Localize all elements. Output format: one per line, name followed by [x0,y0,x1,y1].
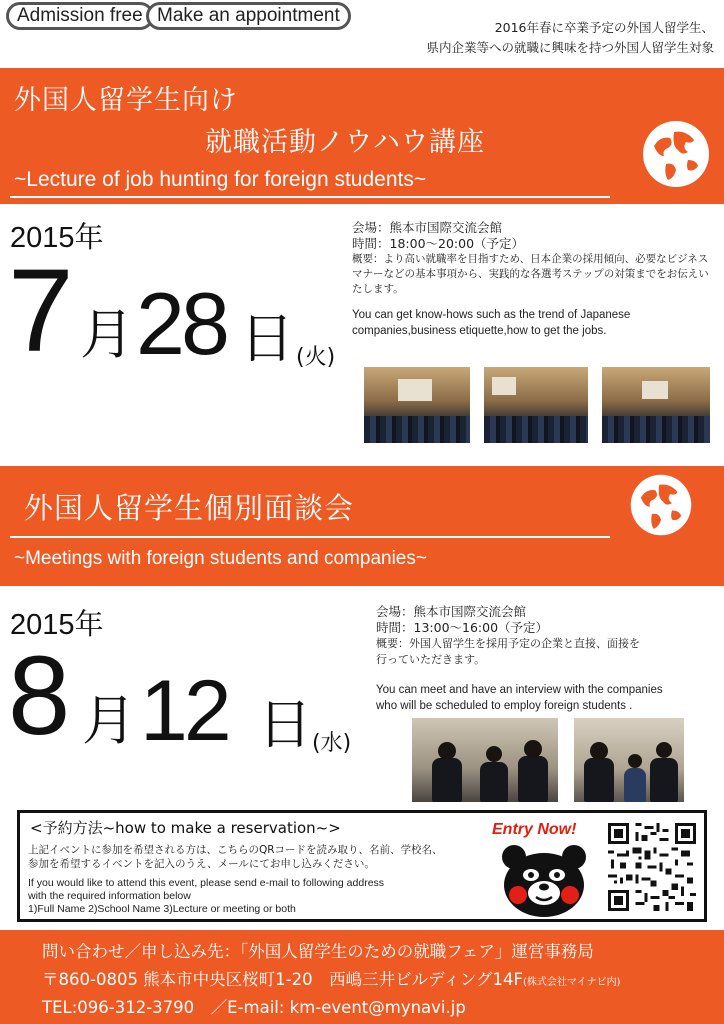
event2-month-kanji: 月 [82,689,136,752]
event2-info [376,604,716,714]
globe-icon [628,472,694,538]
event2-banner [0,466,724,586]
footer-address-company: (株式会社マイナビ内) [522,977,621,988]
footer-tel-email[interactable]: TEL:096-312-3790 ／E-mail: km-event@mynavi.jp [42,998,466,1017]
event2-english-line1: You can meet and have an interview with the companies [376,684,663,696]
event1-english: You can get know-hows such as the trend of Japanese companies,business etiquette,how to get the jobs. [352,309,631,337]
event2-summary-line2: 行っていただきます。 [376,653,486,666]
event1-banner [0,68,724,204]
event1-month: 7 [8,245,70,377]
reservation-box [17,810,707,922]
event1-month-kanji: 月 [80,303,134,366]
event1-year: 2015年 [10,222,104,254]
event1-venue: 会場：熊本市国際交流会館 [352,220,503,235]
event2-weekday: (水) [312,731,352,756]
globe-icon [640,118,712,190]
event2-venue: 会場：熊本市国際交流会館 [376,604,527,619]
footer-contact-title: 問い合わせ／申し込み先：「外国人留学生のための就職フェア」運営事務局 [42,942,594,961]
reservation-jp-text [28,843,498,871]
event2-month: 8 [8,633,67,758]
event1-info [352,220,716,339]
event1-summary: 概要：より高い就職率を目指すため、日本企業の採用傾向、必要なビジネスマナーなどの基本事項から、実践的な各選考ステップの対策までをお伝えいたします。 [352,253,709,295]
event2-year: 2015年 [10,609,104,641]
contact-footer [0,930,724,1024]
event2-english-line2: who will be scheduled to employ foreign students . [376,700,633,712]
reservation-en-text [28,877,498,916]
footer-address [42,966,621,990]
appointment-badge: Make an appointment [146,2,351,30]
event2-subtitle: ~Meetings with foreign students and companies~ [14,548,427,569]
event1-photo-1 [364,367,470,443]
reservation-jp-line1: 上記イベントに参加を希望される方は、こちらのQRコードを読み取り、名前、学校名、 [28,844,443,856]
event1-weekday: (火) [296,345,336,370]
admission-free-badge: Admission free [6,2,154,30]
event1-photo-2 [484,367,588,443]
event1-title-line1: 外国人留学生向け [14,85,238,116]
event2-day-kanji: 日 [258,693,312,756]
reservation-en-line3: 1)Full Name 2)School Name 3)Lecture or meeting or both [28,903,296,915]
bear-mascot-icon [498,843,590,917]
event2-time: 時間：13:00～16:00（予定） [376,620,549,635]
event1-divider [10,196,610,198]
event1-day: 28 [136,274,226,373]
event2-photo-1 [412,718,558,802]
footer-address-main: 〒860-0805 熊本市中央区桜町1-20 西嶋三井ビルディング14F [42,970,523,989]
reservation-en-line1: If you would like to attend this event, please send e-mail to following address [28,877,385,889]
target-line-1: 2016年春に卒業予定の外国人留学生、 [494,20,714,35]
event1-day-kanji: 日 [240,307,294,370]
event2-day: 12 [140,663,228,759]
event2-title: 外国人留学生個別面談会 [24,491,355,525]
event1-photo-3 [602,367,710,443]
event2-divider [10,536,610,538]
target-line-2: 県内企業等への就職に興味を持つ外国人留学生対象 [426,40,714,55]
reservation-title: <予約方法~how to make a reservation~> [30,819,341,837]
reservation-en-line2: with the required information below [28,890,191,902]
reservation-jp-line2: 参加を希望するイベントを記入のうえ、メールにてお申し込みください。 [28,858,375,870]
event2-photo-2 [574,718,684,802]
event2-summary-line1: 概要：外国人留学生を採用予定の企業と直接、面接を [376,637,640,650]
event1-time: 時間：18:00～20:00（予定） [352,236,525,251]
event1-subtitle: ~Lecture of job hunting for foreign students~ [14,168,427,191]
event1-title-line2: 就職活動ノウハウ講座 [205,127,485,158]
entry-now-label: Entry Now! [492,821,577,838]
qr-code-icon[interactable] [608,823,696,911]
